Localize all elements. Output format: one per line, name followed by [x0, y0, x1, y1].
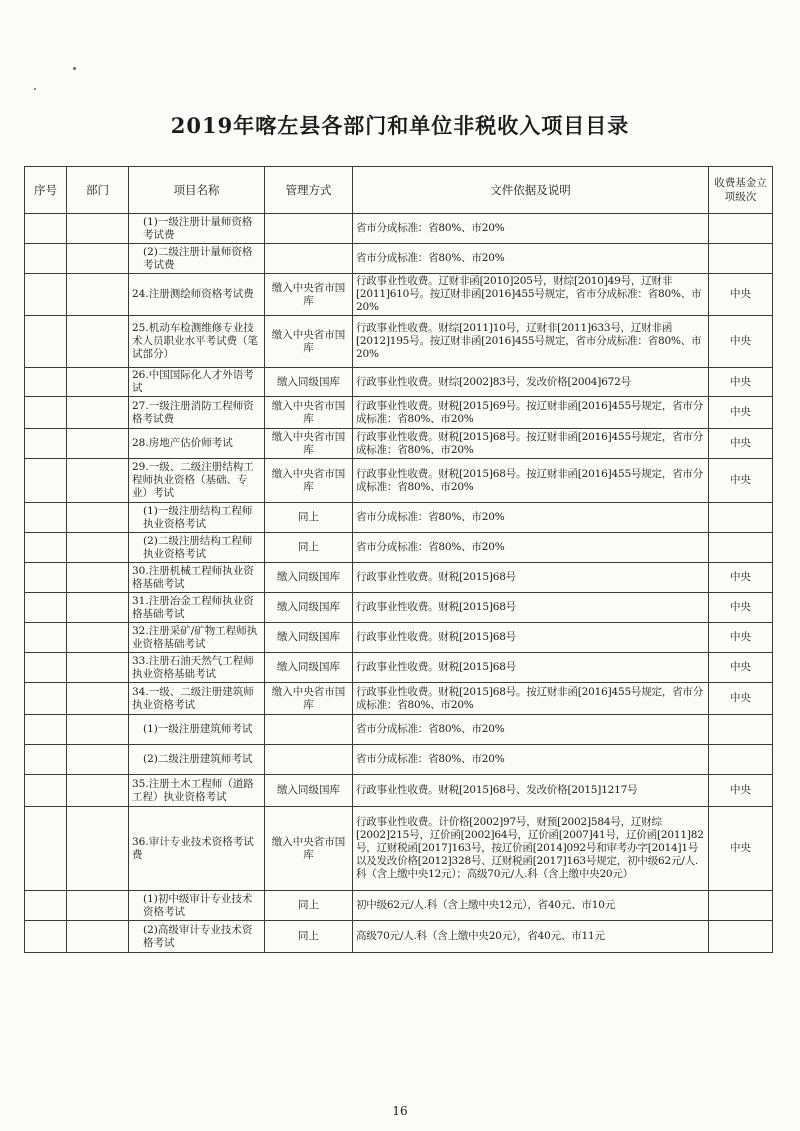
- row-no-cell: [25, 214, 67, 244]
- table-row: [25, 715, 773, 745]
- row-approval-level: 中央: [709, 459, 773, 503]
- header-level: 收费基金立项级次: [709, 167, 773, 214]
- table-row: [25, 653, 773, 683]
- table-row: [25, 429, 773, 459]
- row-item-name: (2)二级注册计量师资格考试费: [129, 244, 265, 274]
- table-row: [25, 274, 773, 316]
- row-dept-cell: [67, 593, 129, 623]
- row-document-basis: 行政事业性收费。财税[2015]68号、发改价格[2015]1217号: [353, 775, 709, 807]
- table-row: [25, 683, 773, 715]
- header-no: 序号: [25, 167, 67, 214]
- row-management-method: 同上: [265, 921, 353, 953]
- row-approval-level: [709, 244, 773, 274]
- row-approval-level: [709, 745, 773, 775]
- row-dept-cell: [67, 274, 129, 316]
- row-dept-cell: [67, 921, 129, 953]
- header-name: 项目名称: [129, 167, 265, 214]
- row-item-name: 24.注册测绘师资格考试费: [129, 274, 265, 316]
- row-approval-level: 中央: [709, 316, 773, 368]
- row-item-name: (2)高级审计专业技术资格考试: [129, 921, 265, 953]
- row-document-basis: 行政事业性收费。财税[2015]68号: [353, 563, 709, 593]
- row-dept-cell: [67, 715, 129, 745]
- row-approval-level: 中央: [709, 593, 773, 623]
- row-no-cell: [25, 244, 67, 274]
- row-approval-level: 中央: [709, 563, 773, 593]
- row-dept-cell: [67, 775, 129, 807]
- row-approval-level: 中央: [709, 807, 773, 891]
- row-item-name: (2)二级注册建筑师考试: [129, 745, 265, 775]
- row-document-basis: 行政事业性收费。财税[2015]68号: [353, 623, 709, 653]
- scan-speck: [34, 88, 36, 90]
- row-management-method: 缴入同级国库: [265, 368, 353, 397]
- table-row: [25, 593, 773, 623]
- row-management-method: 缴入同级国库: [265, 593, 353, 623]
- revenue-items-table: [24, 166, 773, 953]
- row-document-basis: 省市分成标准：省80%、市20%: [353, 214, 709, 244]
- row-document-basis: 行政事业性收费。财税[2015]68号: [353, 593, 709, 623]
- table-row: [25, 214, 773, 244]
- row-dept-cell: [67, 683, 129, 715]
- table-row: [25, 503, 773, 533]
- row-item-name: 30.注册机械工程师执业资格基础考试: [129, 563, 265, 593]
- row-dept-cell: [67, 563, 129, 593]
- row-dept-cell: [67, 244, 129, 274]
- header-desc: 文件依据及说明: [353, 167, 709, 214]
- row-no-cell: [25, 533, 67, 563]
- row-dept-cell: [67, 745, 129, 775]
- page-title: 2019年喀左县各部门和单位非税收入项目目录: [170, 113, 630, 138]
- row-document-basis: 行政事业性收费。财税[2015]68号: [353, 653, 709, 683]
- row-management-method: 缴入同级国库: [265, 653, 353, 683]
- row-management-method: 缴入中央省市国库: [265, 683, 353, 715]
- row-dept-cell: [67, 429, 129, 459]
- row-item-name: (1)初中级审计专业技术资格考试: [129, 891, 265, 921]
- row-management-method: [265, 214, 353, 244]
- row-management-method: 缴入中央省市国库: [265, 807, 353, 891]
- row-approval-level: 中央: [709, 653, 773, 683]
- table-row: [25, 891, 773, 921]
- row-management-method: [265, 244, 353, 274]
- row-item-name: 32.注册采矿/矿物工程师执业资格基础考试: [129, 623, 265, 653]
- row-document-basis: 省市分成标准：省80%、市20%: [353, 533, 709, 563]
- row-item-name: 34.一级、二级注册建筑师执业资格考试: [129, 683, 265, 715]
- row-no-cell: [25, 775, 67, 807]
- table-row: [25, 775, 773, 807]
- table-row: [25, 563, 773, 593]
- table-row: [25, 533, 773, 563]
- row-item-name: (1)一级注册结构工程师执业资格考试: [129, 503, 265, 533]
- row-approval-level: 中央: [709, 623, 773, 653]
- row-item-name: 27.一级注册消防工程师资格考试费: [129, 397, 265, 429]
- row-document-basis: 行政事业性收费。财税[2015]68号。按辽财非函[2016]455号规定，省市分成标准：省80%、市20%: [353, 429, 709, 459]
- row-dept-cell: [67, 807, 129, 891]
- row-no-cell: [25, 274, 67, 316]
- row-item-name: 29.一级、二级注册结构工程师执业资格（基础、专业）考试: [129, 459, 265, 503]
- row-item-name: 25.机动车检测维修专业技术人员职业水平考试费（笔试部分）: [129, 316, 265, 368]
- row-item-name: (1)一级注册计量师资格考试费: [129, 214, 265, 244]
- row-document-basis: 行政事业性收费。计价格[2002]97号，财预[2002]584号，辽财综[2002]215号，辽价函[2002]64号，辽价函[2007]41号，辽价函[2011]82号，辽财税函[2017]163号，按辽价函[2014]092号和审考办字[2014]1号以及发改价格[2012]328号、辽财税函[2017]163号规定，初中级62元/人.科（含上缴中央12元）；高级70元/人.科（含上缴中央20元）: [353, 807, 709, 891]
- table-row: [25, 397, 773, 429]
- table-row: [25, 807, 773, 891]
- row-approval-level: [709, 891, 773, 921]
- row-no-cell: [25, 503, 67, 533]
- row-document-basis: 高级70元/人.科（含上缴中央20元），省40元、市11元: [353, 921, 709, 953]
- row-approval-level: 中央: [709, 274, 773, 316]
- row-document-basis: 行政事业性收费。辽财非函[2010]205号，财综[2010]49号，辽财非[2011]610号。按辽财非函[2016]455号规定，省市分成标准：省80%、市20%: [353, 274, 709, 316]
- row-no-cell: [25, 429, 67, 459]
- row-item-name: (2)二级注册结构工程师执业资格考试: [129, 533, 265, 563]
- page-number: 16: [392, 1104, 408, 1118]
- row-item-name: 36.审计专业技术资格考试费: [129, 807, 265, 891]
- row-dept-cell: [67, 316, 129, 368]
- row-approval-level: [709, 921, 773, 953]
- row-no-cell: [25, 459, 67, 503]
- row-approval-level: [709, 214, 773, 244]
- row-approval-level: 中央: [709, 397, 773, 429]
- row-dept-cell: [67, 623, 129, 653]
- row-item-name: 26.中国国际化人才外语考试: [129, 368, 265, 397]
- row-management-method: 缴入同级国库: [265, 775, 353, 807]
- row-management-method: 缴入中央省市国库: [265, 274, 353, 316]
- row-approval-level: 中央: [709, 368, 773, 397]
- table-row: [25, 244, 773, 274]
- row-document-basis: 行政事业性收费。财税[2015]69号。按辽财非函[2016]455号规定，省市分成标准：省80%、市20%: [353, 397, 709, 429]
- table-header-row: [25, 167, 773, 214]
- row-management-method: 缴入中央省市国库: [265, 459, 353, 503]
- row-item-name: (1)一级注册建筑师考试: [129, 715, 265, 745]
- row-approval-level: 中央: [709, 775, 773, 807]
- table-row: [25, 745, 773, 775]
- row-document-basis: 省市分成标准：省80%、市20%: [353, 715, 709, 745]
- row-document-basis: 省市分成标准：省80%、市20%: [353, 244, 709, 274]
- row-no-cell: [25, 715, 67, 745]
- row-dept-cell: [67, 891, 129, 921]
- row-management-method: 同上: [265, 533, 353, 563]
- row-no-cell: [25, 368, 67, 397]
- row-document-basis: 省市分成标准：省80%、市20%: [353, 745, 709, 775]
- table-body: [25, 214, 773, 953]
- row-no-cell: [25, 921, 67, 953]
- header-mgmt: 管理方式: [265, 167, 353, 214]
- table-row: [25, 921, 773, 953]
- row-approval-level: [709, 503, 773, 533]
- row-management-method: 缴入中央省市国库: [265, 397, 353, 429]
- row-no-cell: [25, 683, 67, 715]
- row-dept-cell: [67, 533, 129, 563]
- scan-speck: [73, 67, 76, 70]
- row-approval-level: [709, 533, 773, 563]
- row-dept-cell: [67, 653, 129, 683]
- row-no-cell: [25, 807, 67, 891]
- row-management-method: 缴入同级国库: [265, 563, 353, 593]
- row-item-name: 31.注册冶金工程师执业资格基础考试: [129, 593, 265, 623]
- row-document-basis: 行政事业性收费。财综[2002]83号，发改价格[2004]672号: [353, 368, 709, 397]
- row-no-cell: [25, 563, 67, 593]
- row-item-name: 35.注册土木工程师（道路工程）执业资格考试: [129, 775, 265, 807]
- row-document-basis: 初中级62元/人.科（含上缴中央12元），省40元、市10元: [353, 891, 709, 921]
- row-no-cell: [25, 653, 67, 683]
- row-dept-cell: [67, 368, 129, 397]
- row-document-basis: 行政事业性收费。财税[2015]68号。按辽财非函[2016]455号规定，省市分成标准：省80%、市20%: [353, 459, 709, 503]
- table-row: [25, 368, 773, 397]
- row-management-method: 缴入同级国库: [265, 623, 353, 653]
- row-no-cell: [25, 316, 67, 368]
- row-management-method: 缴入中央省市国库: [265, 429, 353, 459]
- row-document-basis: 省市分成标准：省80%、市20%: [353, 503, 709, 533]
- row-no-cell: [25, 745, 67, 775]
- row-approval-level: 中央: [709, 429, 773, 459]
- row-item-name: 28.房地产估价师考试: [129, 429, 265, 459]
- row-management-method: [265, 745, 353, 775]
- row-management-method: 同上: [265, 891, 353, 921]
- row-dept-cell: [67, 214, 129, 244]
- row-dept-cell: [67, 503, 129, 533]
- row-dept-cell: [67, 397, 129, 429]
- row-no-cell: [25, 593, 67, 623]
- row-management-method: [265, 715, 353, 745]
- row-item-name: 33.注册石油天然气工程师执业资格基础考试: [129, 653, 265, 683]
- row-document-basis: 行政事业性收费。财税[2015]68号。按辽财非函[2016]455号规定，省市分成标准：省80%、市20%: [353, 683, 709, 715]
- header-dept: 部门: [67, 167, 129, 214]
- table-row: [25, 316, 773, 368]
- row-management-method: 同上: [265, 503, 353, 533]
- row-dept-cell: [67, 459, 129, 503]
- table-row: [25, 459, 773, 503]
- row-management-method: 缴入中央省市国库: [265, 316, 353, 368]
- row-no-cell: [25, 891, 67, 921]
- row-approval-level: [709, 715, 773, 745]
- row-no-cell: [25, 397, 67, 429]
- table-row: [25, 623, 773, 653]
- row-document-basis: 行政事业性收费。财综[2011]10号，辽财非[2011]633号，辽财非函[2012]195号。按辽财非函[2016]455号规定，省市分成标准：省80%、市20%: [353, 316, 709, 368]
- row-no-cell: [25, 623, 67, 653]
- row-approval-level: 中央: [709, 683, 773, 715]
